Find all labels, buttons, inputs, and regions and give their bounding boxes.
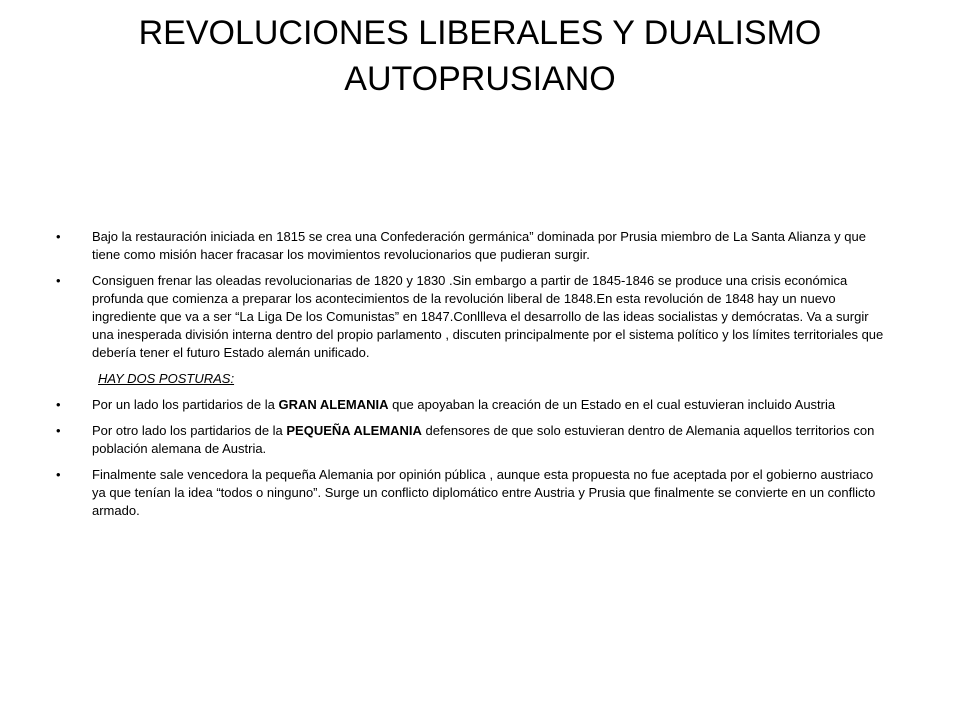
bullet-item-revolucion-1848 (56, 272, 886, 362)
bullet-item-pequena-alemania (56, 422, 886, 458)
bullet-text-prefix: Por otro lado los partidarios de la (92, 423, 287, 438)
bullet-text-emphasis: GRAN ALEMANIA (278, 397, 389, 412)
subheading-posturas: HAY DOS POSTURAS: (98, 371, 235, 386)
bullet-marker: • (56, 423, 61, 438)
bullet-marker: • (56, 273, 61, 288)
bullet-text-suffix: defensores de que solo estuvieran dentro de Alemania aquellos territorios con población alemana de Austria. (92, 423, 875, 456)
bullet-text: Consiguen frenar las oleadas revolucionarias de 1820 y 1830 .Sin embargo a partir de 1845-1846 se produce una crisis económica profunda que comienza a preparar los acontecimientos de la revolución liberal de 1848.En esta revolución de 1848 hay un nuevo ingrediente que va a ser “La Liga De los Comunistas” en 1847.Conllleva el desarrollo de las ideas socialistas y demócratas. Va a surgir una inesperada división interna dentro del propio parlamento , discuten principalmente por el sistema político y los límites territoriales que debería tener el futuro Estado alemán unificado. (92, 273, 884, 360)
bullet-text: Finalmente sale vencedora la pequeña Alemania por opinión pública , aunque esta propuesta no fue aceptada por el gobierno austriaco ya que tenían la idea “todos o ninguno”. Surge un conflicto diplomático entre Austria y Prusia que finalmente se convierte en un conflicto armado. (92, 467, 876, 518)
bullet-item-conclusion (56, 466, 886, 520)
bullet-marker: • (56, 229, 61, 244)
slide-content (56, 228, 886, 528)
bullet-marker: • (56, 397, 61, 412)
bullet-text-suffix: que apoyaban la creación de un Estado en el cual estuvieran incluido Austria (388, 397, 836, 412)
bullet-item-restauracion (56, 228, 886, 264)
bullet-marker: • (56, 467, 61, 482)
bullet-text-emphasis: PEQUEÑA ALEMANIA (286, 423, 422, 438)
bullet-item-gran-alemania (56, 396, 886, 414)
slide-title: REVOLUCIONES LIBERALES Y DUALISMO AUTOPRUSIANO (138, 14, 822, 98)
bullet-text: Bajo la restauración iniciada en 1815 se crea una Confederación germánica” dominada por Prusia miembro de La Santa Alianza y que tiene como misión hacer fracasar los movimientos revolucionarios que pudieran surgir. (92, 229, 866, 262)
bullet-text-prefix: Por un lado los partidarios de la (92, 397, 279, 412)
